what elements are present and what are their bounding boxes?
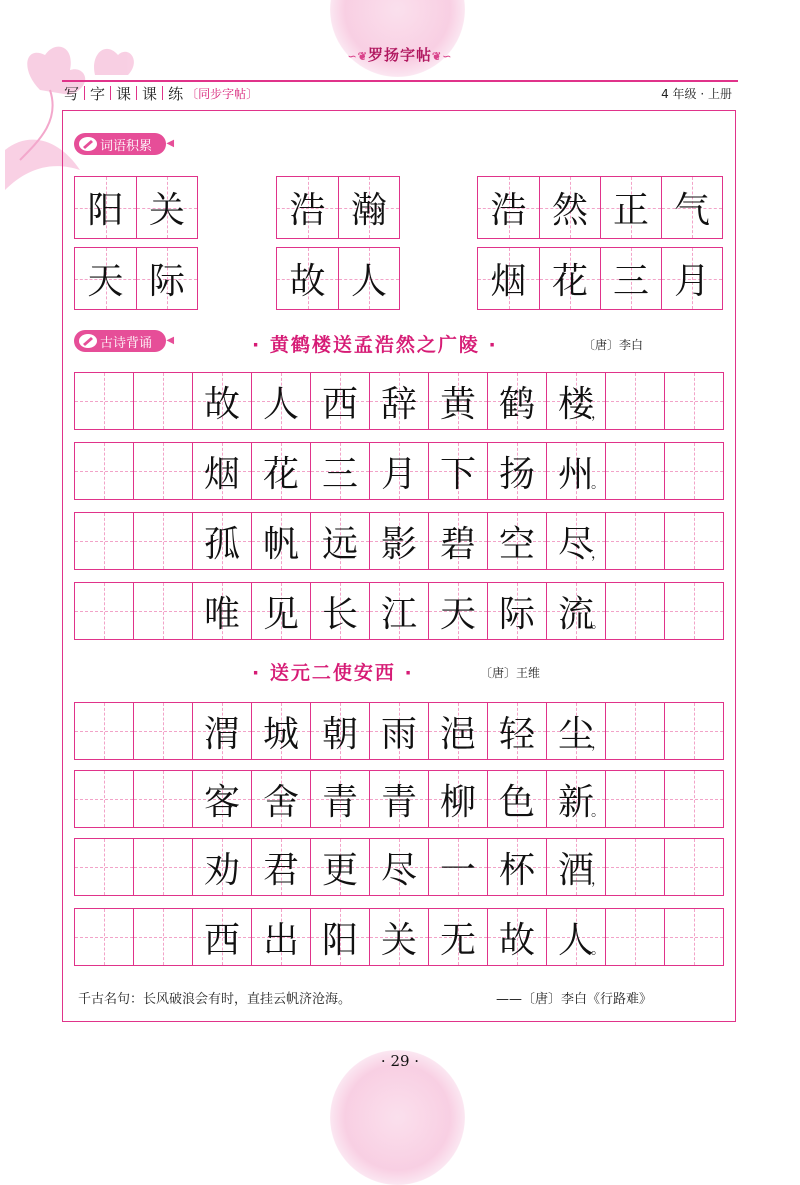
practice-cell [546,443,605,499]
practice-cell [369,443,428,499]
practice-cell [664,373,723,429]
poem-char: 月 [380,453,417,495]
poem-line-row [74,770,724,828]
poem-title: · 送元二使安西 · [252,662,414,684]
poem-char: 三 [321,453,358,495]
poem-char: 青 [380,781,417,823]
word-cell: 天 [75,248,136,309]
practice-cell [546,513,605,569]
practice-cell [133,839,192,895]
poem-line-row [74,908,724,966]
practice-cell [75,771,133,827]
poem-char: 鹤 [498,383,535,425]
poem-char: 州 [557,453,594,495]
practice-cell [369,909,428,965]
practice-cell [487,839,546,895]
poem-char: 空 [498,523,535,565]
practice-cell [428,583,487,639]
practice-cell [546,703,605,759]
practice-cell [251,513,310,569]
practice-cell [192,771,251,827]
page-number: · 29 · [380,1052,420,1070]
word-cell: 烟 [478,248,539,309]
practice-cell [605,583,664,639]
series-header [64,82,258,104]
poem-char: 烟 [203,453,240,495]
poem-author: 〔唐〕王维 [480,666,541,680]
poem-char: 轻 [498,713,535,755]
poem-char: 楼 [557,383,594,425]
practice-cell [664,583,723,639]
poem-char: 一 [439,849,476,891]
word-cell: 瀚 [338,177,399,238]
poem-char: 人 [557,919,594,961]
practice-cell [192,839,251,895]
header-divider [62,80,738,82]
poem-char: 尘 [557,713,594,755]
practice-cell [310,583,369,639]
series-char: 课 [116,84,132,103]
poem-char: 见 [262,593,299,635]
poem-char: 帆 [262,523,299,565]
practice-cell [605,373,664,429]
poem-char: 唯 [203,593,240,635]
poem-char: 舍 [262,781,299,823]
poem-line-row [74,582,724,640]
brand-title: ∽❦罗扬字帖❦∽ [347,46,453,64]
punctuation-mark: ， [591,406,605,422]
series-char: 课 [142,84,158,103]
practice-cell [133,443,192,499]
poem-char: 西 [203,919,240,961]
poem-char: 色 [498,781,535,823]
pencil-icon [78,136,98,152]
poem-line-row [74,702,724,760]
punctuation-mark: 。 [591,942,605,958]
practice-cell [487,513,546,569]
practice-cell [369,373,428,429]
poem-char: 酒 [557,849,594,891]
practice-cell [664,703,723,759]
poem-char: 阳 [321,919,358,961]
poem-char: 花 [262,453,299,495]
series-char: 练 [168,84,184,103]
poem-char: 浥 [439,713,476,755]
poem-char: 长 [321,593,358,635]
poem-line-row [74,838,724,896]
poem-char: 杯 [498,849,535,891]
word-cell: 人 [338,248,399,309]
practice-cell [75,513,133,569]
practice-cell [192,583,251,639]
practice-cell [310,771,369,827]
practice-cell [428,909,487,965]
practice-cell [546,583,605,639]
practice-cell [428,771,487,827]
practice-cell [251,583,310,639]
practice-cell [133,583,192,639]
practice-cell [192,909,251,965]
poem-char: 君 [262,849,299,891]
practice-cell [75,583,133,639]
practice-cell [75,373,133,429]
practice-cell [605,909,664,965]
poem-char: 黄 [439,383,476,425]
pencil-icon [78,333,98,349]
word-box [74,176,198,239]
poem-char: 远 [321,523,358,565]
practice-cell [487,443,546,499]
word-box [276,176,400,239]
practice-cell [664,443,723,499]
practice-cell [75,703,133,759]
practice-cell [192,373,251,429]
practice-cell [487,583,546,639]
poem-char: 影 [380,523,417,565]
punctuation-mark: 。 [591,616,605,632]
poem-char: 碧 [439,523,476,565]
practice-cell [664,839,723,895]
poem-char: 雨 [380,713,417,755]
poem-char: 下 [439,453,476,495]
practice-cell [605,513,664,569]
practice-cell [310,839,369,895]
practice-cell [310,443,369,499]
poem-line-row [74,372,724,430]
practice-cell [251,771,310,827]
practice-cell [546,839,605,895]
poem-char: 扬 [498,453,535,495]
word-cell: 三 [600,248,661,309]
word-cell: 花 [539,248,600,309]
section-badge-poems: 古诗背诵 ◀ [74,330,166,352]
practice-cell [605,839,664,895]
practice-cell [192,703,251,759]
poem-line-row [74,442,724,500]
poem-char: 劝 [203,849,240,891]
poem-char: 辞 [380,383,417,425]
practice-cell [664,909,723,965]
practice-cell [546,771,605,827]
practice-cell [75,839,133,895]
poem-char: 际 [498,593,535,635]
poem-char: 柳 [439,781,476,823]
practice-cell [310,703,369,759]
practice-cell [133,373,192,429]
word-cell: 际 [136,248,197,309]
poem-char: 朝 [321,713,358,755]
word-cell: 关 [136,177,197,238]
practice-cell [133,909,192,965]
poem-char: 客 [203,781,240,823]
poem-char: 流 [557,593,594,635]
practice-cell [369,771,428,827]
practice-cell [133,703,192,759]
poem-line-row [74,512,724,570]
practice-cell [487,909,546,965]
practice-cell [133,513,192,569]
practice-cell [369,703,428,759]
word-cell: 然 [539,177,600,238]
practice-cell [251,909,310,965]
practice-cell [310,513,369,569]
practice-cell [487,373,546,429]
practice-cell [133,771,192,827]
practice-cell [487,771,546,827]
grade-label: 4 年级 · 上册 [661,87,732,101]
practice-cell [251,839,310,895]
practice-cell [251,443,310,499]
poem-char: 孤 [203,523,240,565]
poem-char: 尽 [557,523,594,565]
practice-cell [664,513,723,569]
poem-char: 尽 [380,849,417,891]
series-char: 写 [64,84,80,103]
practice-cell [605,703,664,759]
practice-cell [428,703,487,759]
word-box [477,176,723,239]
word-cell: 浩 [478,177,539,238]
word-box [477,247,723,310]
word-cell: 正 [600,177,661,238]
practice-cell [605,771,664,827]
poem-char: 人 [262,383,299,425]
practice-cell [369,513,428,569]
poem-char: 故 [203,383,240,425]
word-box [74,247,198,310]
practice-cell [75,909,133,965]
poem-char: 西 [321,383,358,425]
practice-cell [605,443,664,499]
section-badge-words: 词语积累 ◀ [74,133,166,155]
practice-cell [428,513,487,569]
poem-char: 更 [321,849,358,891]
decorative-seal-bottom [330,1050,465,1185]
practice-cell [428,443,487,499]
word-cell: 气 [661,177,722,238]
practice-cell [664,771,723,827]
word-box [276,247,400,310]
practice-cell [75,443,133,499]
poem-char: 天 [439,593,476,635]
quote-source: ——〔唐〕李白《行路难》 [496,992,653,1007]
poem-char: 无 [439,919,476,961]
famous-quote: 千古名句：长风破浪会有时，直挂云帆济沧海。 [78,992,352,1007]
punctuation-mark: ， [591,872,605,888]
poem-char: 江 [380,593,417,635]
series-tag: 〔同步字帖〕 [186,86,259,101]
poem-char: 新 [557,781,594,823]
practice-cell [310,909,369,965]
series-char: 字 [90,84,106,103]
poem-char: 青 [321,781,358,823]
poem-char: 渭 [203,713,240,755]
punctuation-mark: 。 [591,804,605,820]
practice-cell [192,513,251,569]
punctuation-mark: ， [591,546,605,562]
poem-author: 〔唐〕李白 [583,338,644,352]
practice-cell [428,373,487,429]
word-cell: 浩 [277,177,338,238]
practice-cell [428,839,487,895]
word-cell: 故 [277,248,338,309]
word-cell: 月 [661,248,722,309]
practice-cell [192,443,251,499]
practice-cell [251,373,310,429]
poem-char: 出 [262,919,299,961]
punctuation-mark: 。 [591,476,605,492]
poem-char: 关 [380,919,417,961]
poem-char: 故 [498,919,535,961]
poem-char: 城 [262,713,299,755]
practice-cell [310,373,369,429]
word-cell: 阳 [75,177,136,238]
poem-title: · 黄鹤楼送孟浩然之广陵 · [252,334,498,356]
punctuation-mark: ， [591,736,605,752]
practice-cell [251,703,310,759]
practice-cell [487,703,546,759]
practice-cell [546,909,605,965]
practice-cell [546,373,605,429]
practice-cell [369,839,428,895]
practice-cell [369,583,428,639]
